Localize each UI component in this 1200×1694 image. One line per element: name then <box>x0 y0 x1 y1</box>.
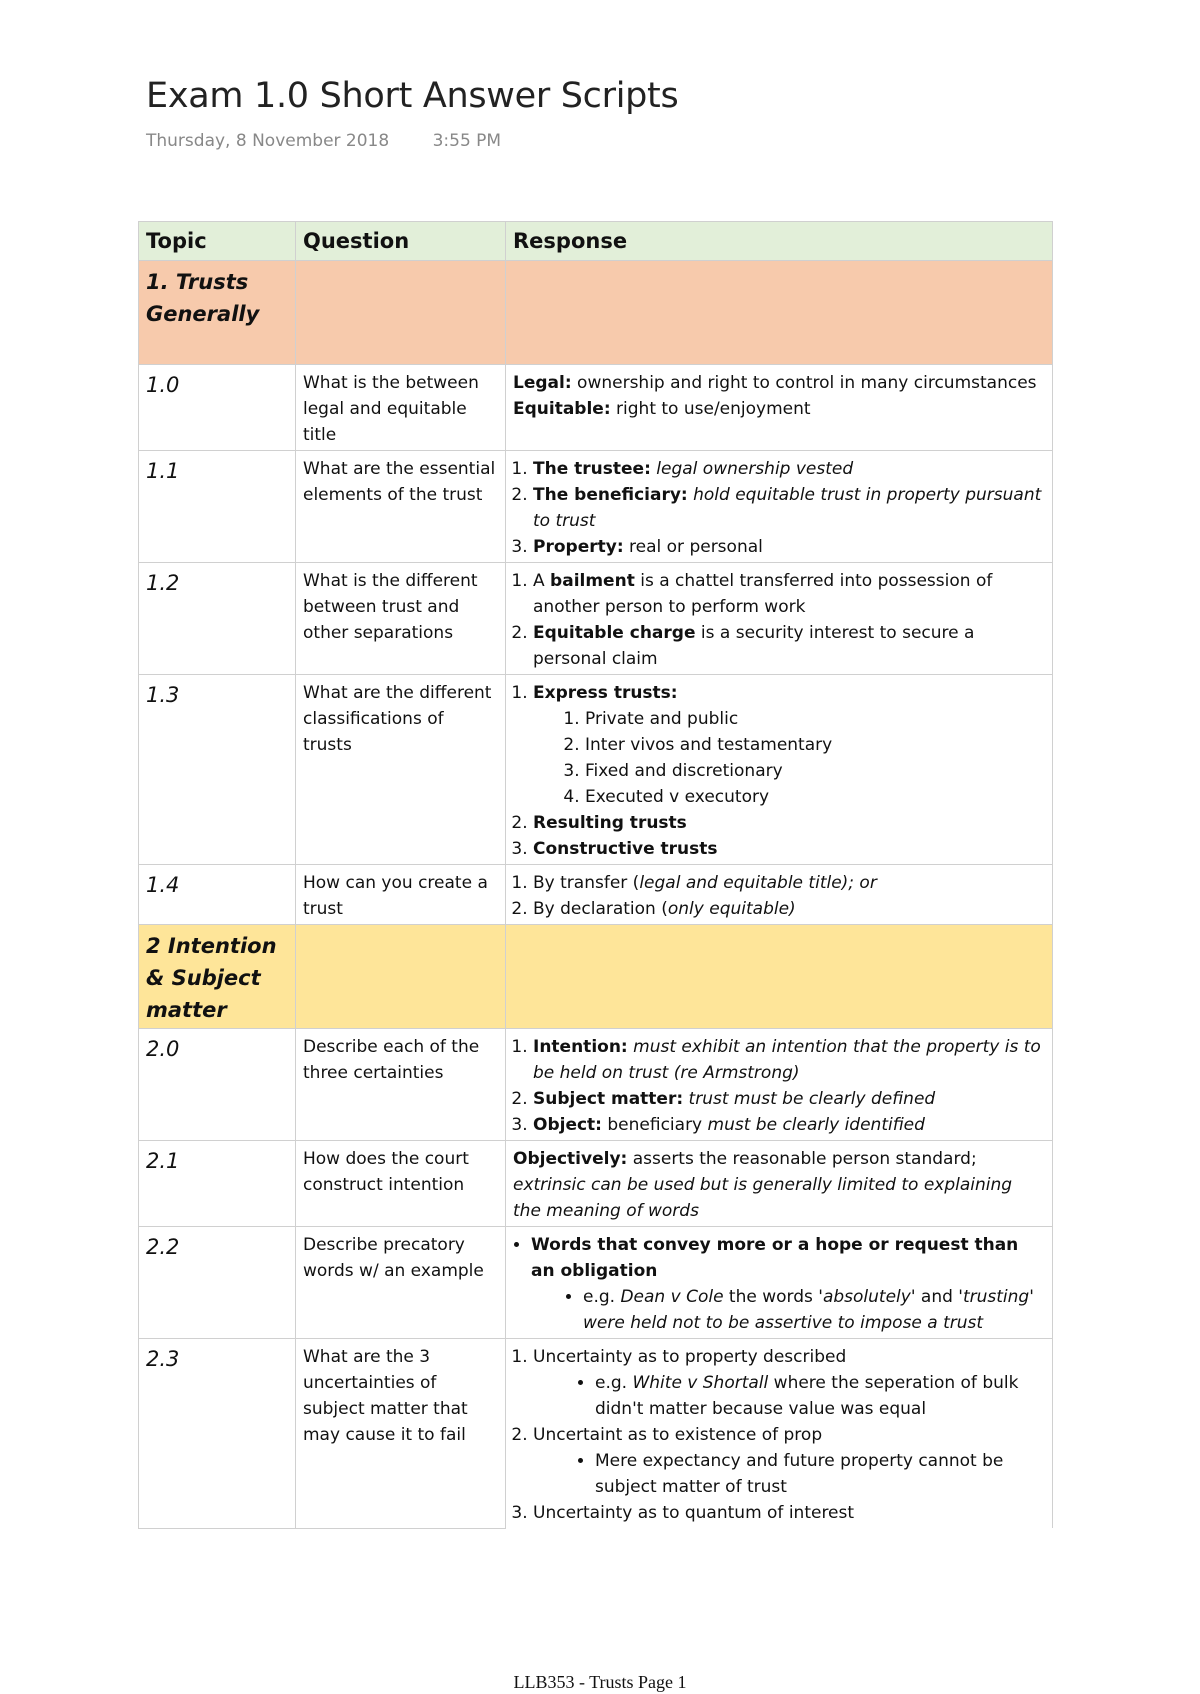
row-number: 1.1 <box>139 451 296 563</box>
page-time: 3:55 PM <box>432 131 502 151</box>
list-item: 1. Express trusts: 1. Private and public 2. Inter vivos and testamentary 3. Fixed and discretionary 4. Executed v executory <box>533 680 1044 810</box>
row-response <box>506 865 1053 925</box>
header-question: Question <box>296 222 506 261</box>
list-item: 3. Property: real or personal <box>533 534 1044 560</box>
row-number: 1.2 <box>139 563 296 675</box>
row-question: How can you create a trust <box>296 865 506 925</box>
row-number: 2.0 <box>139 1029 296 1141</box>
row-response <box>506 563 1053 675</box>
table-row <box>139 1141 1053 1227</box>
row-response <box>506 1227 1053 1339</box>
table-row <box>139 563 1053 675</box>
short-answer-table <box>138 221 1053 1529</box>
list-item: 4. Executed v executory <box>585 784 1044 810</box>
row-question: What are the 3 uncertainties of subject matter that may cause it to fail <box>296 1339 506 1529</box>
page-footer: LLB353 - Trusts Page 1 <box>513 1672 687 1692</box>
row-number: 1.4 <box>139 865 296 925</box>
header-topic: Topic <box>139 222 296 261</box>
list-item: 3. Fixed and discretionary <box>585 758 1044 784</box>
list-item: 1. The trustee: legal ownership vested <box>533 456 1044 482</box>
text: right to use/enjoyment <box>610 399 811 419</box>
list-item: 2. Inter vivos and testamentary <box>585 732 1044 758</box>
list-item: 1. Intention: must exhibit an intention that the property is to be held on trust (re Armstrong) <box>533 1034 1044 1086</box>
table-row <box>139 365 1053 451</box>
section-row <box>139 925 1053 1029</box>
list-item: 2. Resulting trusts <box>533 810 1044 836</box>
list-item: 2. Uncertaint as to existence of prop • Mere expectancy and future property cannot be subject matter of trust <box>533 1422 1044 1500</box>
page-meta <box>146 131 501 151</box>
row-number: 1.3 <box>139 675 296 865</box>
row-number: 2.3 <box>139 1339 296 1529</box>
text: ownership and right to control in many circumstances <box>571 373 1037 393</box>
row-question: What is the different between trust and other separations <box>296 563 506 675</box>
row-question: What are the different classifications of trusts <box>296 675 506 865</box>
section-label: 1. Trusts Generally <box>139 261 296 365</box>
list-item: 2. Equitable charge is a security interest to secure a personal claim <box>533 620 1044 672</box>
row-question: What are the essential elements of the trust <box>296 451 506 563</box>
list-item: 1. Uncertainty as to property described • e.g. White v Shortall where the seperation of bulk didn't matter because value was equal <box>533 1344 1044 1422</box>
list-item: 2. By declaration (only equitable) <box>533 896 1044 922</box>
table-header-row <box>139 222 1053 261</box>
row-question: Describe precatory words w/ an example <box>296 1227 506 1339</box>
list-item: 3. Object: beneficiary must be clearly identified <box>533 1112 1044 1138</box>
list-item: 3. Uncertainty as to quantum of interest <box>533 1500 1044 1526</box>
table-row <box>139 1339 1053 1529</box>
list-item: 3. Constructive trusts <box>533 836 1044 862</box>
row-question: How does the court construct intention <box>296 1141 506 1227</box>
section-row <box>139 261 1053 365</box>
list-item: • Words that convey more or a hope or request than an obligation • e.g. Dean v Cole the words 'absolutely' and 'trusting' were held not to be assertive to impose a trust <box>531 1232 1044 1336</box>
term: Equitable: <box>513 399 611 419</box>
table-row <box>139 1029 1053 1141</box>
list-item: 1. By transfer (legal and equitable title); or <box>533 870 1044 896</box>
list-item: • Mere expectancy and future property cannot be subject matter of trust <box>595 1448 1044 1500</box>
row-question: What is the between legal and equitable title <box>296 365 506 451</box>
page-title: Exam 1.0 Short Answer Scripts <box>146 76 679 116</box>
header-response: Response <box>506 222 1053 261</box>
section-label: 2 Intention & Subject matter <box>139 925 296 1029</box>
table-row <box>139 1227 1053 1339</box>
row-number: 2.2 <box>139 1227 296 1339</box>
row-response <box>506 1339 1053 1529</box>
row-response <box>506 451 1053 563</box>
row-question: Describe each of the three certainties <box>296 1029 506 1141</box>
table-row <box>139 451 1053 563</box>
row-response <box>506 1029 1053 1141</box>
list-item: • e.g. White v Shortall where the seperation of bulk didn't matter because value was equal <box>595 1370 1044 1422</box>
list-item: 2. Subject matter: trust must be clearly defined <box>533 1086 1044 1112</box>
table-row <box>139 675 1053 865</box>
list-item: 1. A bailment is a chattel transferred into possession of another person to perform work <box>533 568 1044 620</box>
list-item: 2. The beneficiary: hold equitable trust in property pursuant to trust <box>533 482 1044 534</box>
row-response <box>506 365 1053 451</box>
list-item: 1. Private and public <box>585 706 1044 732</box>
page-date: Thursday, 8 November 2018 <box>146 131 390 151</box>
term: Legal: <box>513 373 572 393</box>
row-response <box>506 675 1053 865</box>
table-row <box>139 865 1053 925</box>
row-response: Objectively: asserts the reasonable person standard; extrinsic can be used but is generally limited to explaining the meaning of words <box>506 1141 1053 1227</box>
row-number: 1.0 <box>139 365 296 451</box>
row-number: 2.1 <box>139 1141 296 1227</box>
list-item: • e.g. Dean v Cole the words 'absolutely' and 'trusting' were held not to be assertive to impose a trust <box>583 1284 1044 1336</box>
